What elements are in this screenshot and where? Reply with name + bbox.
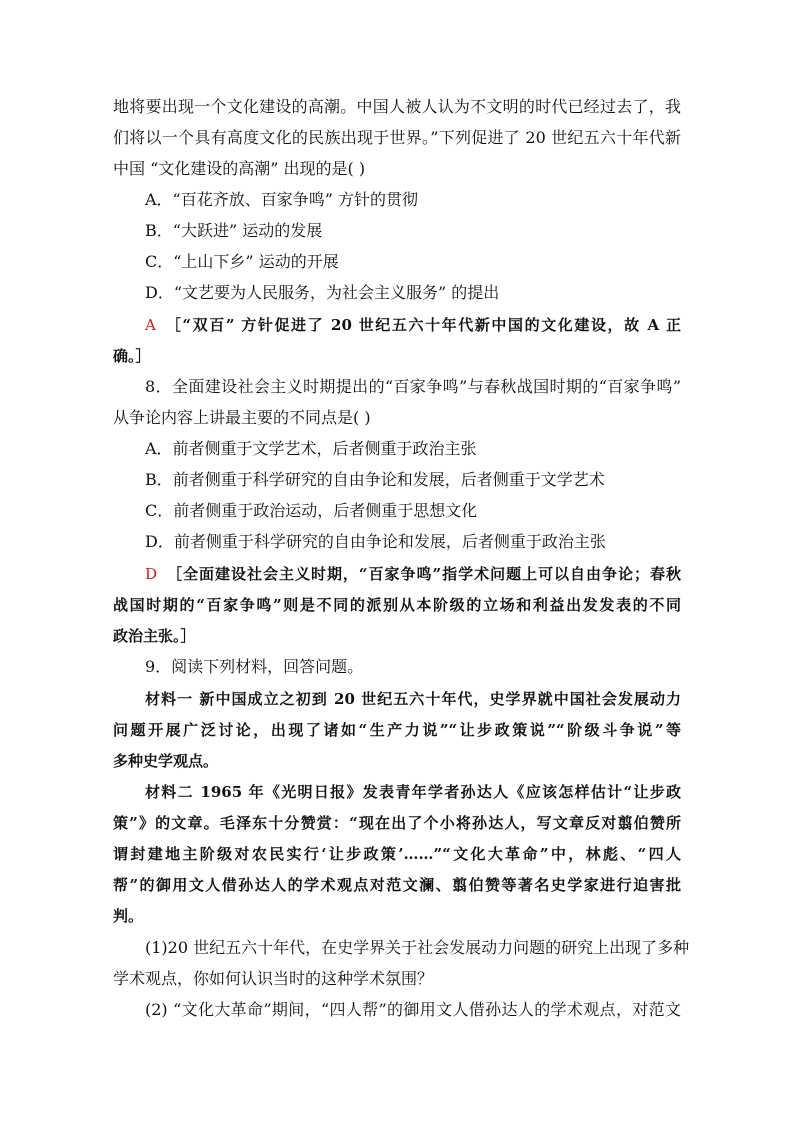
q7-stem-line-1: 地将要出现一个文化建设的高潮。中国人被人认为不文明的时代已经过去了，我 <box>113 97 681 116</box>
q9-material-2-line-4: 帮”的御用文人借孙达人的学术观点对范文澜、翦伯赞等著名史学家进行迫害批 <box>113 876 681 894</box>
q7-option-b: B．“大跃进” 运动的发展 <box>145 221 323 240</box>
q9-material-2-line-5: 判。 <box>113 907 144 925</box>
q7-option-d: D．“文艺要为人民服务，为社会主义服务” 的提出 <box>145 283 500 302</box>
q8-stem-line-2: 从争论内容上讲最主要的不同点是( ) <box>113 408 371 427</box>
q8-answer-line-3: 政治主张。］ <box>113 627 196 645</box>
q9-subquestion-2-line-1: (2) “文化大革命”期间，“四人帮”的御用文人借孙达人的学术观点，对范文 <box>145 1000 681 1019</box>
q8-option-c: C．前者侧重于政治运动，后者侧重于思想文化 <box>145 501 478 520</box>
q8-stem-line-1: 8．全面建设社会主义时期提出的“百家争鸣”与春秋战国时期的“百家争鸣” <box>145 377 681 396</box>
q8-option-b: B．前者侧重于科学研究的自由争论和发展，后者侧重于文学艺术 <box>145 470 605 489</box>
q9-subquestion-1-line-2: 学术观点，你如何认识当时的这种学术氛围？ <box>113 969 434 988</box>
q9-material-2-line-3: 谓封建地主阶级对农民实行‘让步政策’……”“文化大革命”中，林彪、“四人 <box>113 845 681 863</box>
q7-answer-letter: A <box>145 316 156 334</box>
q9-stem: 9．阅读下列材料，回答问题。 <box>145 657 364 676</box>
q8-answer-explanation-1: ［全面建设社会主义时期，“百家争鸣”指学术问题上可以自由争论；春秋 <box>167 565 681 583</box>
q9-subquestion-1-line-1: (1)20 世纪五六十年代，在史学界关于社会发展动力问题的研究上出现了多种 <box>145 938 690 957</box>
q8-answer-line-2: 战国时期的“百家争鸣”则是不同的派别从本阶级的立场和利益出发发表的不同 <box>113 596 681 614</box>
q8-option-d: D．前者侧重于科学研究的自由争论和发展，后者侧重于政治主张 <box>145 532 606 551</box>
q7-answer-line-1 <box>145 315 681 335</box>
q7-stem-line-2: 们将以一个具有高度文化的民族出现于世界。”下列促进了 20 世纪五六十年代新 <box>113 128 681 147</box>
q7-answer-explanation-1: ［“双百” 方针促进了 20 世纪五六十年代新中国的文化建设，故 A 正 <box>165 316 681 334</box>
q9-material-1-line-1: 材料一 新中国成立之初到 20 世纪五六十年代，史学界就中国社会发展动力 <box>145 690 681 708</box>
q7-stem-line-3: 中国 “文化建设的高潮” 出现的是( ) <box>113 159 366 178</box>
q7-option-a: A．“百花齐放、百家争鸣” 方针的贯彻 <box>145 190 419 209</box>
q7-option-c: C．“上山下乡” 运动的开展 <box>145 252 339 271</box>
q7-answer-line-2: 确。］ <box>113 347 151 365</box>
q8-option-a: A．前者侧重于文学艺术，后者侧重于政治主张 <box>145 439 477 458</box>
q9-material-1-line-2: 问题开展广泛讨论，出现了诸如“生产力说”“让步政策说”“阶级斗争说”等 <box>113 721 681 739</box>
q8-answer-line-1 <box>145 564 681 584</box>
q9-material-2-line-1: 材料二 1965 年《光明日报》发表青年学者孙达人《应该怎样估计“让步政 <box>145 783 681 801</box>
q8-answer-letter: D <box>145 565 158 583</box>
q9-material-2-line-2: 策”》的文章。毛泽东十分赞赏：“现在出了个小将孙达人，写文章反对翦伯赞所 <box>113 814 681 832</box>
q9-material-1-line-3: 多种史学观点。 <box>113 752 219 770</box>
